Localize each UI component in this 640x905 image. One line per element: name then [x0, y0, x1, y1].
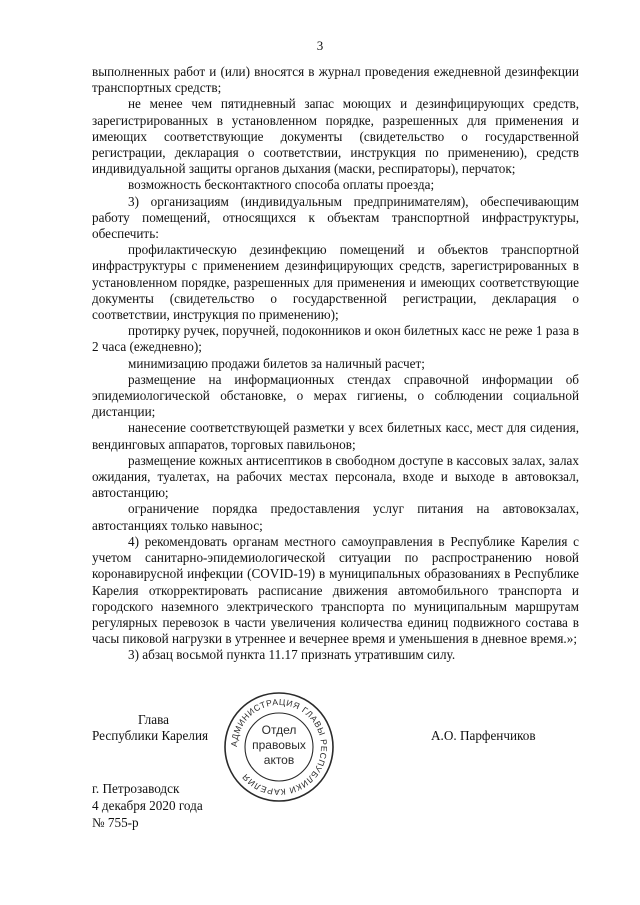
paragraph-continuation: выполненных работ и (или) вносятся в журнал проведения ежедневной дезинфекции транспортных средств;	[92, 64, 579, 96]
paragraph-supplies: не менее чем пятидневный запас моющих и дезинфицирующих средств, зарегистрированных в установленном порядке, разрешенных для применения и имеющих соответствующие документы (свидетельство о государственной регистрации, декларация о соответствии, инструкция по применению), средств индивидуальной защиты органов дыхания (маски, респираторы), перчаток;	[92, 96, 579, 177]
signatory-title-line2: Республики Карелия	[92, 728, 209, 743]
signatory-title-line1: Глава	[138, 712, 169, 727]
paragraph-food-service: ограничение порядка предоставления услуг питания на автовокзалах, автостанциях только навынос;	[92, 501, 579, 533]
paragraph-cash-sales: минимизацию продажи билетов за наличный расчет;	[128, 355, 425, 371]
paragraph-item-4: 4) рекомендовать органам местного самоуправления в Республике Карелия с учетом санитарно-эпидемиологической ситуации по распространению новой коронавирусной инфекции (COVID-19) в муниципальных образованиях в Республике Карелия откорректировать расписание движения автомобильного транспорта и городского наземного электрического транспорта по муниципальным маршрутам регулярных перевозок в части увеличения количества единиц подвижного состава в часы пиковой нагрузки в утреннее и вечернее время и уменьшения в дневное время.»;	[92, 533, 579, 647]
paragraph-disinfection: профилактическую дезинфекцию помещений и объектов транспортной инфраструктуры с применением дезинфицирующих средств, зарегистрированных в установленном порядке, разрешенных для применения и имеющих соответствующие документы (свидетельство о государственной регистрации, декларация о соответствии, инструкция по применению);	[92, 242, 579, 323]
paragraph-contactless-payment: возможность бесконтактного способа оплаты проезда;	[128, 177, 435, 193]
page-number: 3	[316, 38, 324, 53]
paragraph-marking: нанесение соответствующей разметки у всех билетных касс, мест для сидения, вендинговых аппаратов, торговых павильонов;	[92, 420, 579, 452]
paragraph-repeal: 3) абзац восьмой пункта 11.17 признать утратившим силу.	[128, 647, 456, 663]
issue-city: г. Петрозаводск	[92, 781, 180, 796]
stamp-line1: Отдел	[261, 723, 297, 737]
document-footer	[92, 780, 203, 831]
order-number: № 755-р	[92, 815, 139, 830]
stamp-ring-text: АДМИНИСТРАЦИЯ ГЛАВЫ РЕСПУБЛИКИ КАРЕЛИЯ	[228, 696, 330, 798]
official-stamp	[222, 690, 336, 804]
paragraph-info-stands: размещение на информационных стендах справочной информации об эпидемиологической обстановке, о мерах гигиены, о соблюдении социальной дистанции;	[92, 371, 579, 420]
issue-date: 4 декабря 2020 года	[92, 798, 203, 813]
paragraph-wiping: протирку ручек, поручней, подоконников и окон билетных касс не реже 1 раза в 2 часа (ежедневно);	[92, 323, 579, 355]
paragraph-antiseptics: размещение кожных антисептиков в свободном доступе в кассовых залах, залах ожидания, туалетах, на рабочих местах персонала, входе и выходе в автовокзал, автостанцию;	[92, 452, 579, 501]
paragraph-item-3: 3) организациям (индивидуальным предпринимателям), обеспечивающим работу помещений, относящихся к объектам транспортной инфраструктуры, обеспечить:	[92, 193, 579, 242]
stamp-line3: актов	[263, 753, 295, 767]
stamp-seal-icon	[222, 690, 336, 804]
signatory-name: А.О. Парфенчиков	[431, 728, 536, 743]
document-body	[92, 64, 579, 664]
stamp-line2: правовых	[252, 738, 306, 752]
